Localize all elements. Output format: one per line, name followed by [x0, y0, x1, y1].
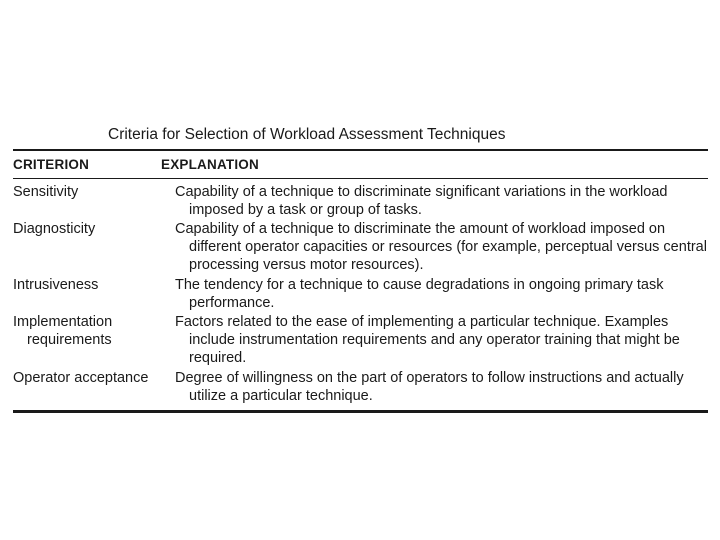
criterion-cell: Operator acceptance	[13, 369, 149, 386]
table-title: Criteria for Selection of Workload Assessment Techniques	[108, 126, 506, 143]
explanation-cell: Factors related to the ease of implementing a particular technique. Examples include instrumentation requirements and any operator training that might be required.	[175, 313, 680, 367]
explanation-cell: Capability of a technique to discriminate significant variations in the workload imposed by a task or group of tasks.	[175, 183, 668, 218]
explanation-cell: Degree of willingness on the part of operators to follow instructions and actually utilize a particular technique.	[175, 369, 684, 404]
explanation-header: EXPLANATION	[161, 156, 259, 172]
table-row	[13, 220, 708, 275]
table-row	[13, 276, 708, 312]
table-row	[13, 313, 708, 368]
table-row	[13, 369, 708, 405]
table-body	[13, 179, 708, 410]
criterion-cell: Intrusiveness	[13, 276, 99, 293]
table-header-row	[13, 151, 708, 178]
table-row	[13, 183, 708, 219]
bottom-rule	[13, 410, 708, 413]
explanation-cell: The tendency for a technique to cause degradations in ongoing primary task performance.	[175, 276, 664, 311]
criterion-cell: Sensitivity	[13, 183, 79, 200]
criterion-header: CRITERION	[13, 156, 90, 172]
explanation-cell: Capability of a technique to discriminate the amount of workload imposed on different operator capacities or resources (for example, perceptual versus central processing versus motor resources).	[175, 220, 707, 274]
criterion-cell: Implementation requirements	[13, 313, 113, 349]
criteria-table	[13, 124, 708, 413]
criterion-cell: Diagnosticity	[13, 220, 96, 237]
